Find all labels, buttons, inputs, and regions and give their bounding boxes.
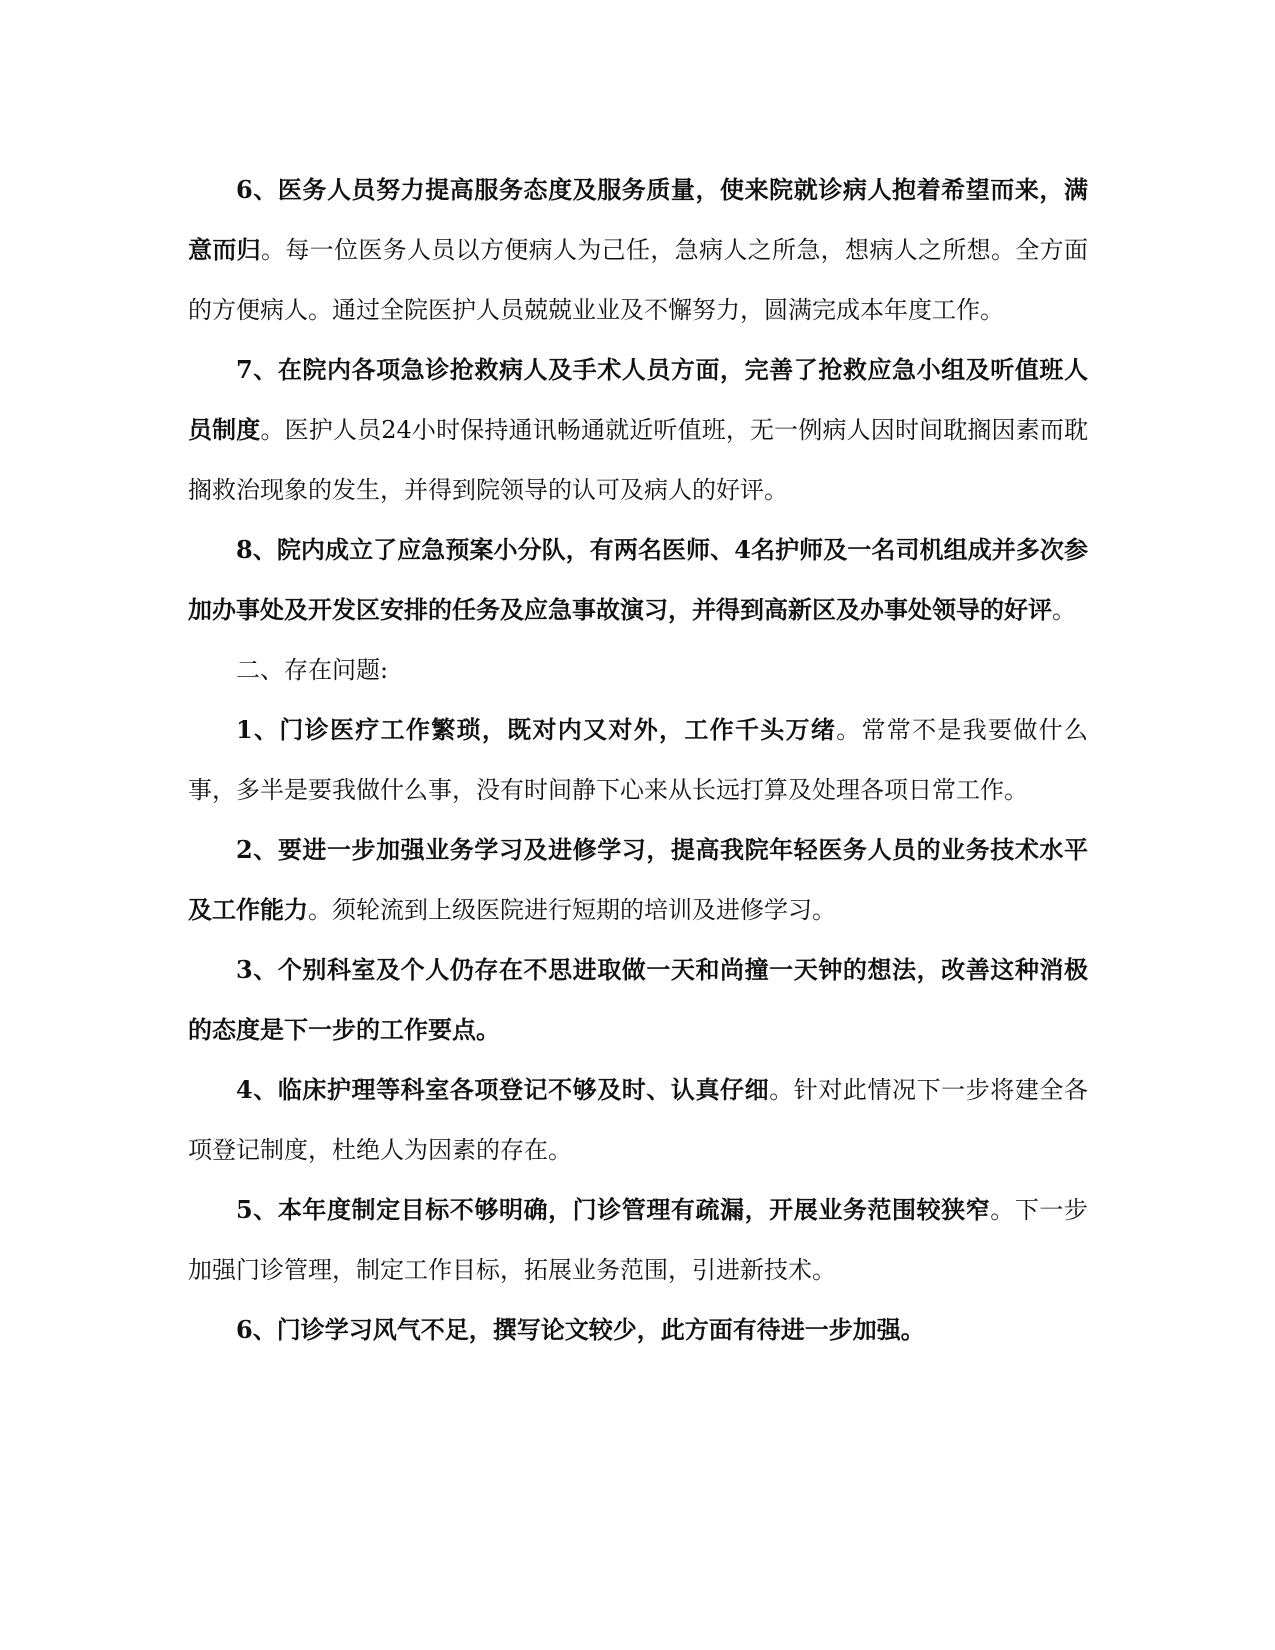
section-heading-text: 二、存在问题: [236, 656, 389, 684]
paragraph-problem-4 [188, 1060, 1088, 1180]
paragraph-achievement-6 [188, 160, 1088, 340]
paragraph-problem-2 [188, 820, 1088, 940]
paragraph-problem-1 [188, 700, 1088, 820]
document-body [188, 160, 1088, 1360]
paragraph-lead: 7、在院内各项急诊抢救病人及手术人员方面，完善了抢救应急小组及听值班人员制度 [188, 355, 1088, 444]
paragraph-lead: 5、本年度制定目标不够明确，门诊管理有疏漏，开展业务范围较狭窄 [236, 1195, 991, 1224]
paragraph-lead: 8、院内成立了应急预案小分队，有两名医师、4名护师及一名司机组成并多次参加办事处及开发区安排的任务及应急事故演习，并得到高新区及办事处领导的好评 [188, 535, 1088, 624]
paragraph-achievement-7 [188, 340, 1088, 520]
paragraph-problem-3 [188, 940, 1088, 1060]
paragraph-text: 。每一位医务人员以方便病人为己任，急病人之所急，想病人之所想。全方面的方便病人。通过全院医护人员兢兢业业及不懈努力，圆满完成本年度工作。 [188, 236, 1088, 324]
paragraph-text: 。针对此情况下一步将建全各项登记制度，杜绝人为因素的存在。 [188, 1076, 1088, 1164]
paragraph-text: 。常常不是我要做什么事，多半是要我做什么事，没有时间静下心来从长远打算及处理各项日常工作。 [188, 716, 1088, 804]
paragraph-problem-5 [188, 1180, 1088, 1300]
paragraph-text: 。下一步加强门诊管理，制定工作目标，拓展业务范围，引进新技术。 [188, 1196, 1088, 1284]
section-heading-problems [188, 640, 1088, 700]
paragraph-lead: 1、门诊医疗工作繁琐，既对内又对外，工作千头万绪 [236, 715, 837, 744]
paragraph-lead: 6、门诊学习风气不足，撰写论文较少，此方面有待进一步加强。 [236, 1315, 925, 1344]
paragraph-lead: 2、要进一步加强业务学习及进修学习，提高我院年轻医务人员的业务技术水平及工作能力 [188, 835, 1088, 924]
paragraph-lead: 4、临床护理等科室各项登记不够及时、认真仔细 [236, 1075, 770, 1104]
paragraph-problem-6 [188, 1300, 1088, 1360]
paragraph-text: 。医护人员24小时保持通讯畅通就近听值班，无一例病人因时间耽搁因素而耽搁救治现象的发生，并得到院领导的认可及病人的好评。 [188, 416, 1089, 504]
paragraph-lead: 3、个别科室及个人仍存在不思进取做一天和尚撞一天钟的想法，改善这种消极的态度是下一步的工作要点。 [188, 955, 1088, 1044]
paragraph-achievement-8 [188, 520, 1088, 640]
paragraph-text: 。 [1052, 596, 1076, 624]
paragraph-lead: 6、医务人员努力提高服务态度及服务质量，使来院就诊病人抱着希望而来，满意而归 [188, 175, 1088, 264]
paragraph-text: 。须轮流到上级医院进行短期的培训及进修学习。 [308, 896, 836, 924]
